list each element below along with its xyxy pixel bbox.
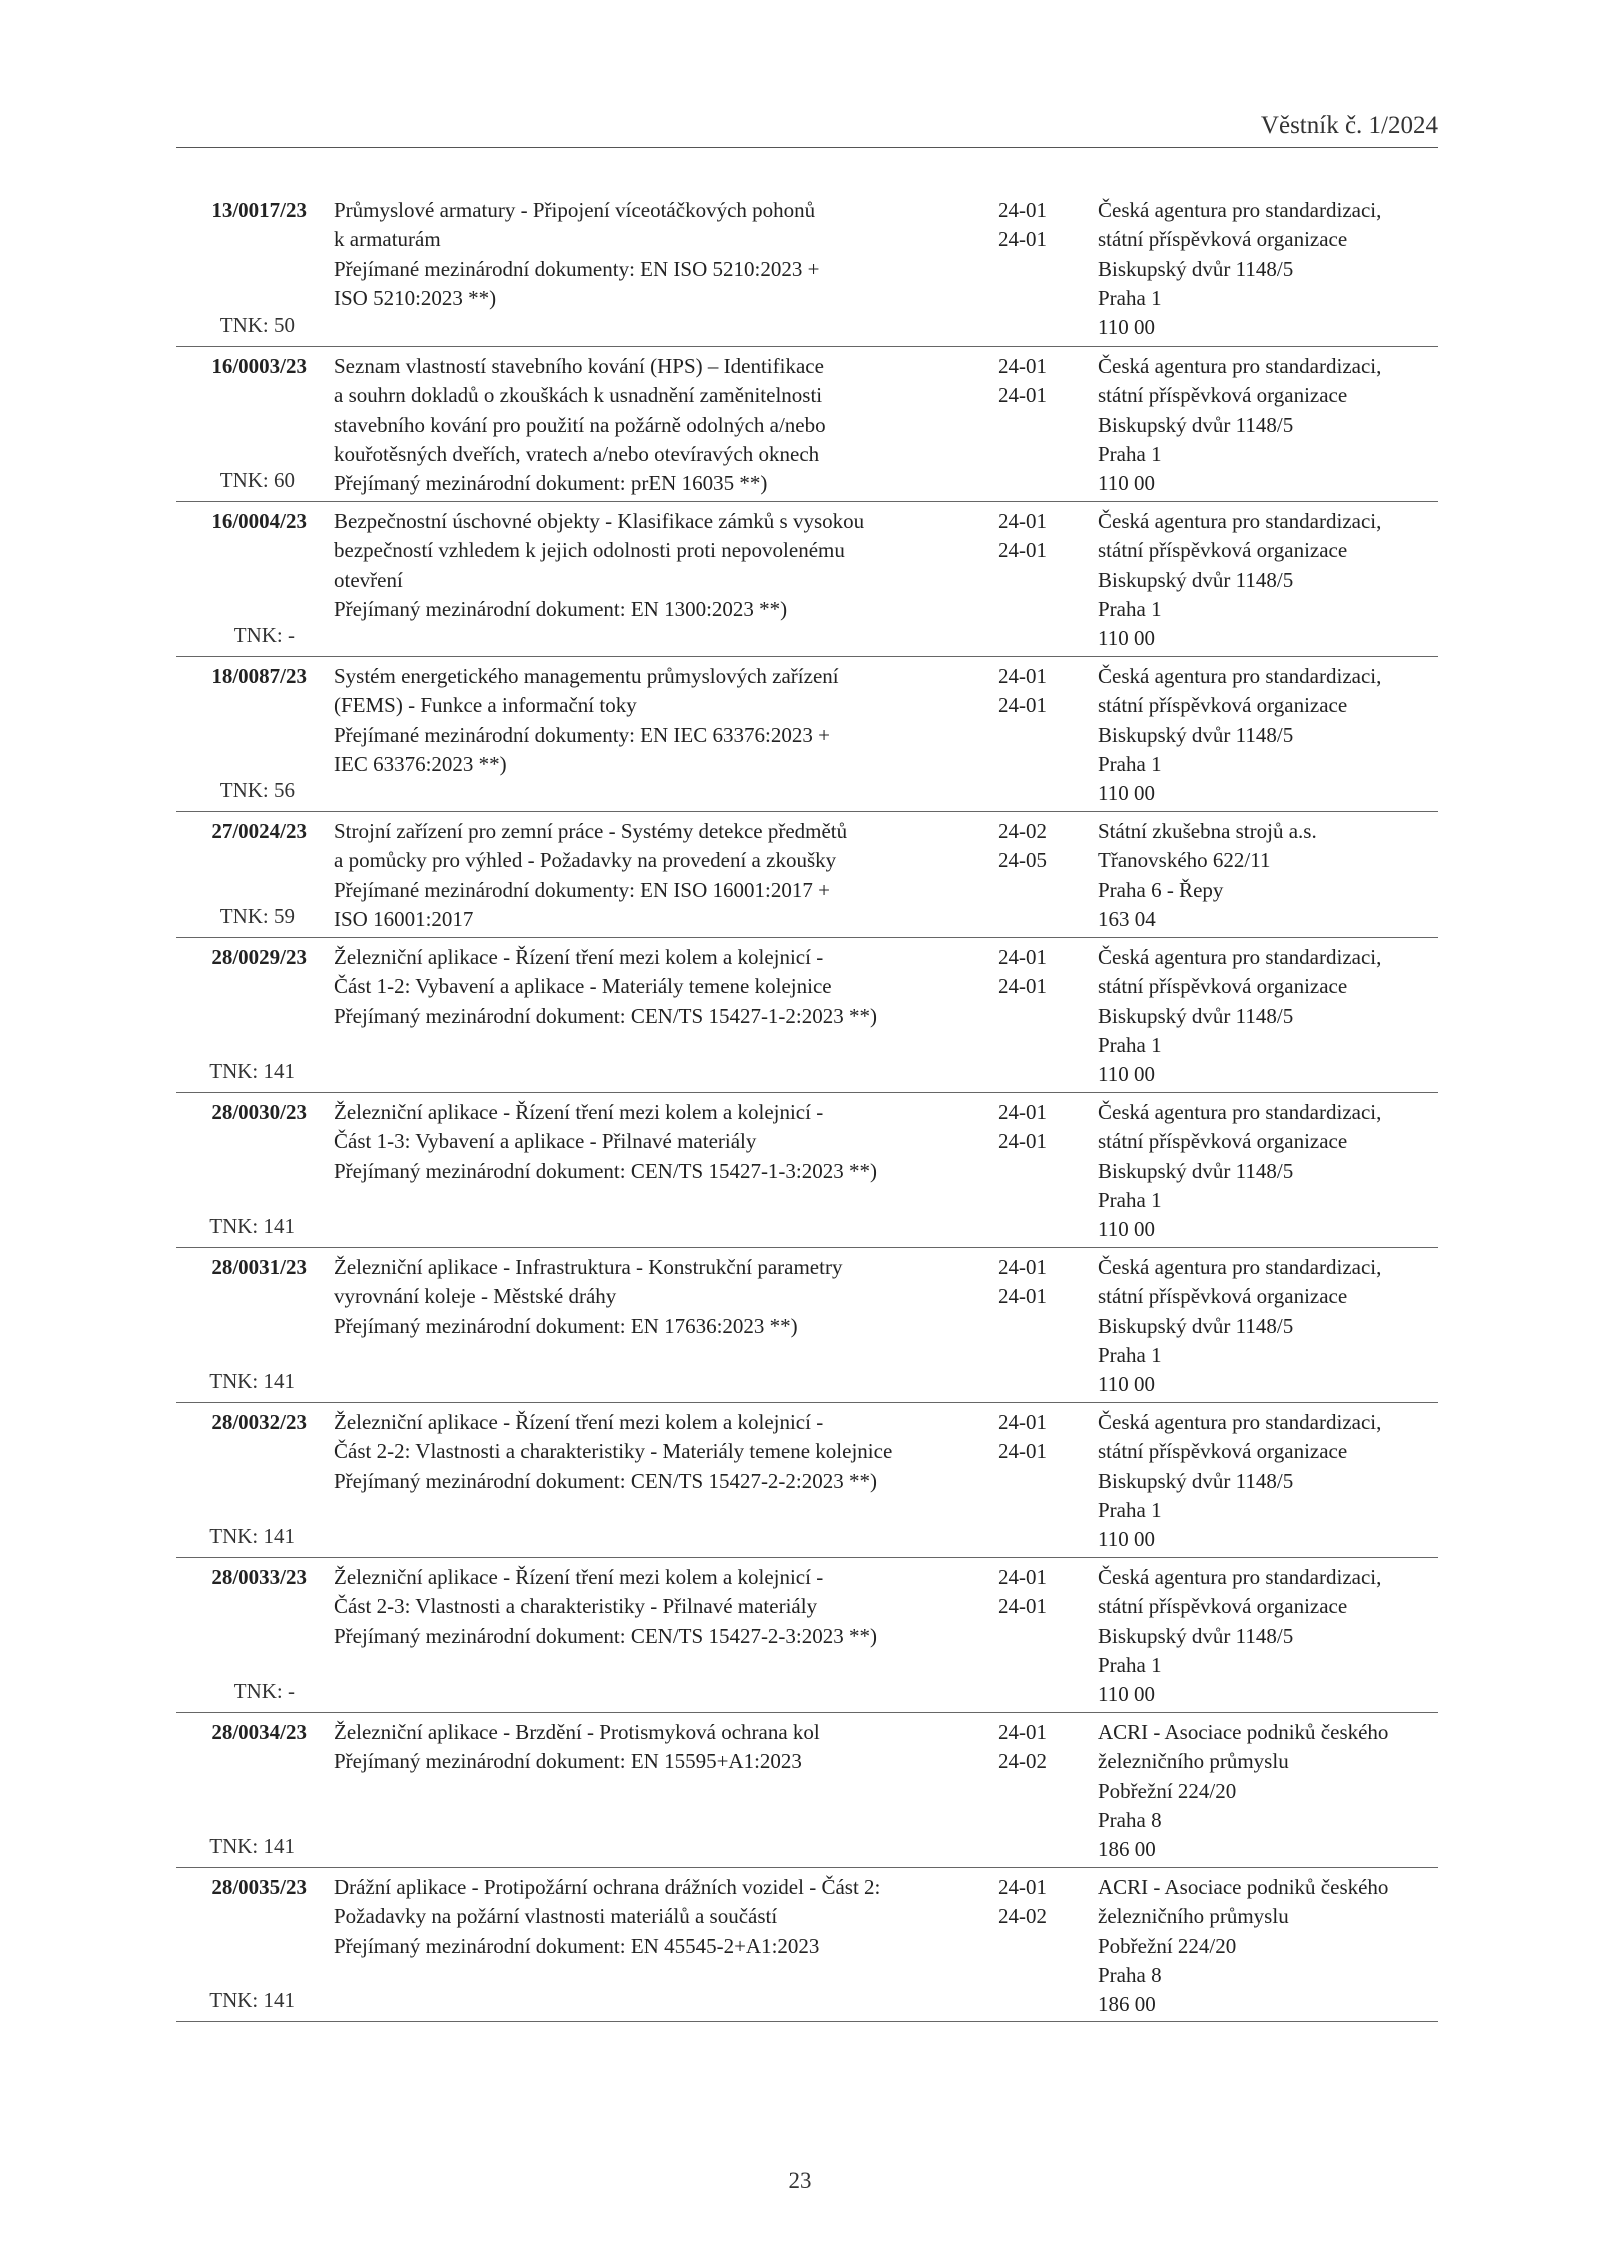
list-item	[176, 1247, 1438, 1402]
entry-organization-line: Česká agentura pro standardizaci,	[1098, 1410, 1382, 1434]
entry-dates	[998, 943, 1068, 1002]
entry-organization-line: Praha 1	[1098, 1652, 1162, 1677]
entry-organization-line: státní příspěvková organizace	[1098, 693, 1348, 718]
entry-date: 24-01	[998, 538, 1047, 563]
entry-date: 24-01	[998, 1410, 1047, 1434]
entry-title-line: Železniční aplikace - Řízení tření mezi kolem a kolejnicí -	[334, 1565, 824, 1589]
entry-number: 16/0004/23	[211, 509, 307, 533]
entry-number: 28/0032/23	[211, 1410, 307, 1434]
entry-title-line: kouřotěsných dveřích, vratech a/nebo otevíravých oknech	[334, 441, 820, 466]
list-item	[176, 191, 1438, 346]
entry-organization-line: 110 00	[1098, 471, 1155, 496]
entry-date: 24-01	[998, 509, 1047, 533]
entry-title	[334, 817, 1010, 934]
entry-organization-line: Biskupský dvůr 1148/5	[1098, 1313, 1294, 1338]
entry-organization-line: Česká agentura pro standardizaci,	[1098, 354, 1382, 378]
entry-title-line: Přejímaný mezinárodní dokument: EN 17636:2023 **)	[334, 1313, 798, 1338]
entry-organization-line: ACRI - Asociace podniků českého	[1098, 1875, 1389, 1899]
list-item	[176, 501, 1438, 656]
entry-dates	[998, 352, 1068, 411]
entry-title-line: Přejímaný mezinárodní dokument: CEN/TS 15427-2-2:2023 **)	[334, 1468, 878, 1493]
entry-number: 27/0024/23	[211, 819, 307, 843]
entry-title-line: bezpečností vzhledem k jejich odolnosti proti nepovolenému	[334, 538, 845, 563]
entry-organization	[1098, 1718, 1443, 1864]
entry-organization-line: státní příspěvková organizace	[1098, 383, 1348, 408]
entry-organization-line: Praha 1	[1098, 596, 1162, 621]
entry-organization-line: státní příspěvková organizace	[1098, 1594, 1348, 1619]
entry-organization	[1098, 507, 1443, 653]
entry-dates	[998, 1098, 1068, 1157]
entry-date: 24-01	[998, 227, 1047, 252]
entry-title-line: otevření	[334, 567, 403, 592]
entry-organization-line: 110 00	[1098, 1372, 1155, 1397]
entry-organization	[1098, 1098, 1443, 1244]
entry-title-line: Železniční aplikace - Řízení tření mezi kolem a kolejnicí -	[334, 1410, 824, 1434]
page-number: 23	[788, 2168, 812, 2193]
entry-title-line: Přejímané mezinárodní dokumenty: EN IEC 63376:2023 +	[334, 722, 830, 747]
entry-organization-line: železničního průmyslu	[1098, 1904, 1289, 1929]
entry-title-line: Přejímaný mezinárodní dokument: EN 45545-2+A1:2023	[334, 1933, 820, 1958]
entry-date: 24-01	[998, 1594, 1047, 1619]
entry-title-line: Seznam vlastností stavebního kování (HPS) – Identifikace	[334, 354, 824, 378]
entry-organization-line: Česká agentura pro standardizaci,	[1098, 1565, 1382, 1589]
entry-title-line: Železniční aplikace - Infrastruktura - Konstrukční parametry	[334, 1255, 843, 1279]
entry-tnk: TNK: 141	[209, 1987, 295, 2012]
entry-title-line: k armaturám	[334, 227, 441, 252]
entry-organization-line: Biskupský dvůr 1148/5	[1098, 567, 1294, 592]
entry-date: 24-01	[998, 1129, 1047, 1154]
entry-tnk: TNK: -	[233, 1678, 295, 1703]
entry-organization-line: 110 00	[1098, 1527, 1155, 1552]
entry-title-line: Drážní aplikace - Protipožární ochrana drážních vozidel - Část 2:	[334, 1875, 881, 1899]
list-item	[176, 1557, 1438, 1712]
entry-organization-line: státní příspěvková organizace	[1098, 1439, 1348, 1464]
entry-organization-line: 110 00	[1098, 781, 1155, 806]
entry-organization	[1098, 1408, 1443, 1554]
entry-date: 24-02	[998, 1749, 1047, 1774]
entry-organization-line: Praha 1	[1098, 1342, 1162, 1367]
entry-organization-line: Biskupský dvůr 1148/5	[1098, 256, 1294, 281]
entry-organization	[1098, 352, 1443, 498]
header-rule	[176, 147, 1438, 148]
entry-dates	[998, 1563, 1068, 1622]
entry-title-line: Přejímaný mezinárodní dokument: prEN 16035 **)	[334, 471, 768, 496]
entry-organization-line: Třanovského 622/11	[1098, 848, 1271, 873]
entry-dates	[998, 1718, 1068, 1777]
entry-title-line: Průmyslové armatury - Připojení víceotáčkových pohonů	[334, 198, 816, 222]
list-item	[176, 656, 1438, 811]
entry-tnk: TNK: 50	[219, 312, 295, 337]
entry-title-line: Železniční aplikace - Řízení tření mezi kolem a kolejnicí -	[334, 945, 824, 969]
entry-tnk: TNK: 60	[219, 467, 295, 492]
entry-title-line: Část 1-2: Vybavení a aplikace - Materiály temene kolejnice	[334, 974, 832, 999]
entry-date: 24-01	[998, 1875, 1047, 1899]
entry-date: 24-01	[998, 354, 1047, 378]
entry-organization-line: ACRI - Asociace podniků českého	[1098, 1720, 1389, 1744]
entry-organization-line: 110 00	[1098, 1217, 1155, 1242]
entry-date: 24-01	[998, 383, 1047, 408]
entry-title-line: Přejímaný mezinárodní dokument: CEN/TS 15427-1-2:2023 **)	[334, 1003, 878, 1028]
entry-number: 28/0035/23	[211, 1875, 307, 1899]
entry-organization-line: Česká agentura pro standardizaci,	[1098, 509, 1382, 533]
entry-title	[334, 1408, 1010, 1496]
entry-dates	[998, 662, 1068, 721]
entry-organization	[1098, 943, 1443, 1089]
entry-date: 24-01	[998, 693, 1047, 718]
entry-organization-line: Státní zkušebna strojů a.s.	[1098, 819, 1317, 843]
page-header-title: Věstník č. 1/2024	[1260, 112, 1438, 139]
standards-list	[176, 191, 1438, 2022]
entry-number: 28/0030/23	[211, 1100, 307, 1124]
entry-organization-line: Praha 1	[1098, 1497, 1162, 1522]
entry-title	[334, 943, 1010, 1031]
entry-number: 28/0029/23	[211, 945, 307, 969]
entry-tnk: TNK: 141	[209, 1058, 295, 1083]
entry-organization	[1098, 817, 1443, 934]
entry-tnk: TNK: -	[233, 622, 295, 647]
entry-title	[334, 1098, 1010, 1186]
list-item	[176, 1402, 1438, 1557]
entry-dates	[998, 507, 1068, 566]
entry-date: 24-01	[998, 1284, 1047, 1309]
entry-dates	[998, 1253, 1068, 1312]
entry-organization-line: státní příspěvková organizace	[1098, 1129, 1348, 1154]
entry-organization	[1098, 1873, 1443, 2019]
entry-organization-line: Praha 8	[1098, 1807, 1162, 1832]
entry-organization-line: 110 00	[1098, 1062, 1155, 1087]
entry-organization-line: Pobřežní 224/20	[1098, 1778, 1237, 1803]
entry-organization-line: Pobřežní 224/20	[1098, 1933, 1237, 1958]
entry-title-line: Přejímané mezinárodní dokumenty: EN ISO 16001:2017 +	[334, 877, 830, 902]
entry-organization-line: Česká agentura pro standardizaci,	[1098, 198, 1382, 222]
entry-title-line: a souhrn dokladů o zkouškách k usnadnění zaměnitelnosti	[334, 383, 823, 408]
entry-title-line: Přejímaný mezinárodní dokument: CEN/TS 15427-2-3:2023 **)	[334, 1623, 878, 1648]
entry-date: 24-01	[998, 1565, 1047, 1589]
entry-title-line: (FEMS) - Funkce a informační toky	[334, 693, 637, 718]
entry-organization	[1098, 196, 1443, 342]
entry-organization	[1098, 662, 1443, 808]
entry-organization-line: 110 00	[1098, 626, 1155, 651]
list-item	[176, 1867, 1438, 2022]
list-item	[176, 1712, 1438, 1867]
entry-dates	[998, 196, 1068, 255]
entry-organization-line: státní příspěvková organizace	[1098, 538, 1348, 563]
entry-title-line: Systém energetického managementu průmyslových zařízení	[334, 664, 839, 688]
list-item	[176, 346, 1438, 501]
entry-organization-line: 110 00	[1098, 1682, 1155, 1707]
entry-title-line: ISO 5210:2023 **)	[334, 285, 497, 310]
entry-date: 24-05	[998, 848, 1047, 873]
entry-organization-line: Biskupský dvůr 1148/5	[1098, 412, 1294, 437]
entry-title-line: Přejímaný mezinárodní dokument: CEN/TS 15427-1-3:2023 **)	[334, 1158, 878, 1183]
entry-title	[334, 352, 1010, 498]
entry-title-line: Přejímaný mezinárodní dokument: EN 1300:2023 **)	[334, 596, 788, 621]
entry-tnk: TNK: 59	[219, 903, 295, 928]
entry-title-line: Bezpečnostní úschovné objekty - Klasifikace zámků s vysokou	[334, 509, 865, 533]
entry-organization-line: Česká agentura pro standardizaci,	[1098, 1255, 1382, 1279]
entry-organization-line: Praha 1	[1098, 441, 1162, 466]
list-item	[176, 937, 1438, 1092]
entry-title	[334, 662, 1010, 779]
entry-date: 24-02	[998, 1904, 1047, 1929]
list-item	[176, 811, 1438, 937]
entry-organization-line: 110 00	[1098, 315, 1155, 340]
entry-organization-line: Biskupský dvůr 1148/5	[1098, 1623, 1294, 1648]
entry-date: 24-01	[998, 1255, 1047, 1279]
entry-organization-line: Biskupský dvůr 1148/5	[1098, 1468, 1294, 1493]
entry-title-line: Část 1-3: Vybavení a aplikace - Přilnavé materiály	[334, 1129, 757, 1154]
entry-title-line: Část 2-2: Vlastnosti a charakteristiky - Materiály temene kolejnice	[334, 1439, 893, 1464]
entry-number: 16/0003/23	[211, 354, 307, 378]
list-item	[176, 1092, 1438, 1247]
entry-date: 24-01	[998, 198, 1047, 222]
entry-title-line: Železniční aplikace - Brzdění - Protismyková ochrana kol	[334, 1720, 820, 1744]
entry-title	[334, 196, 1010, 313]
entry-tnk: TNK: 141	[209, 1523, 295, 1548]
entry-organization-line: Biskupský dvůr 1148/5	[1098, 1158, 1294, 1183]
entry-organization-line: státní příspěvková organizace	[1098, 1284, 1348, 1309]
entry-title-line: IEC 63376:2023 **)	[334, 751, 507, 776]
entry-title-line: Strojní zařízení pro zemní práce - Systémy detekce předmětů	[334, 819, 848, 843]
entry-date: 24-01	[998, 1439, 1047, 1464]
entry-title-line: ISO 16001:2017	[334, 906, 474, 931]
entry-organization	[1098, 1253, 1443, 1399]
entry-tnk: TNK: 56	[219, 777, 295, 802]
entry-tnk: TNK: 141	[209, 1213, 295, 1238]
entry-organization-line: státní příspěvková organizace	[1098, 974, 1348, 999]
entry-number: 13/0017/23	[211, 198, 307, 222]
entry-organization-line: Česká agentura pro standardizaci,	[1098, 664, 1382, 688]
entry-title	[334, 507, 1010, 624]
entry-number: 28/0033/23	[211, 1565, 307, 1589]
entry-date: 24-01	[998, 945, 1047, 969]
entry-title-line: vyrovnání koleje - Městské dráhy	[334, 1284, 617, 1309]
entry-date: 24-01	[998, 664, 1047, 688]
entry-dates	[998, 1873, 1068, 1932]
entry-title-line: Požadavky na požární vlastnosti materiálů a součástí	[334, 1904, 778, 1929]
entry-title-line: Přejímaný mezinárodní dokument: EN 15595+A1:2023	[334, 1749, 802, 1774]
entry-number: 28/0031/23	[211, 1255, 307, 1279]
entry-title	[334, 1563, 1010, 1651]
entry-organization-line: Praha 8	[1098, 1962, 1162, 1987]
entry-tnk: TNK: 141	[209, 1368, 295, 1393]
entry-dates	[998, 817, 1068, 876]
entry-organization-line: 186 00	[1098, 1992, 1156, 2017]
entry-date: 24-02	[998, 819, 1047, 843]
entry-number: 18/0087/23	[211, 664, 307, 688]
entry-organization-line: Praha 1	[1098, 751, 1162, 776]
entry-organization-line: Praha 1	[1098, 1187, 1162, 1212]
entry-date: 24-01	[998, 1100, 1047, 1124]
entry-title	[334, 1718, 1010, 1777]
entry-organization-line: železničního průmyslu	[1098, 1749, 1289, 1774]
entry-organization-line: Praha 6 - Řepy	[1098, 877, 1224, 902]
entry-organization-line: Praha 1	[1098, 285, 1162, 310]
entry-organization-line: 163 04	[1098, 906, 1156, 931]
entry-organization-line: 186 00	[1098, 1837, 1156, 1862]
entry-tnk: TNK: 141	[209, 1833, 295, 1858]
entry-title	[334, 1873, 1010, 1961]
entry-date: 24-01	[998, 1720, 1047, 1744]
entry-organization-line: Česká agentura pro standardizaci,	[1098, 945, 1382, 969]
entry-date: 24-01	[998, 974, 1047, 999]
entry-title	[334, 1253, 1010, 1341]
entry-dates	[998, 1408, 1068, 1467]
entry-title-line: Přejímané mezinárodní dokumenty: EN ISO 5210:2023 +	[334, 256, 820, 281]
entry-organization-line: Praha 1	[1098, 1032, 1162, 1057]
entry-organization	[1098, 1563, 1443, 1709]
entry-organization-line: státní příspěvková organizace	[1098, 227, 1348, 252]
entry-title-line: Železniční aplikace - Řízení tření mezi kolem a kolejnicí -	[334, 1100, 824, 1124]
entry-title-line: stavebního kování pro použití na požárně odolných a/nebo	[334, 412, 826, 437]
entry-title-line: Část 2-3: Vlastnosti a charakteristiky - Přilnavé materiály	[334, 1594, 818, 1619]
entry-number: 28/0034/23	[211, 1720, 307, 1744]
entry-organization-line: Biskupský dvůr 1148/5	[1098, 722, 1294, 747]
entry-title-line: a pomůcky pro výhled - Požadavky na provedení a zkoušky	[334, 848, 837, 873]
entry-organization-line: Biskupský dvůr 1148/5	[1098, 1003, 1294, 1028]
entry-organization-line: Česká agentura pro standardizaci,	[1098, 1100, 1382, 1124]
